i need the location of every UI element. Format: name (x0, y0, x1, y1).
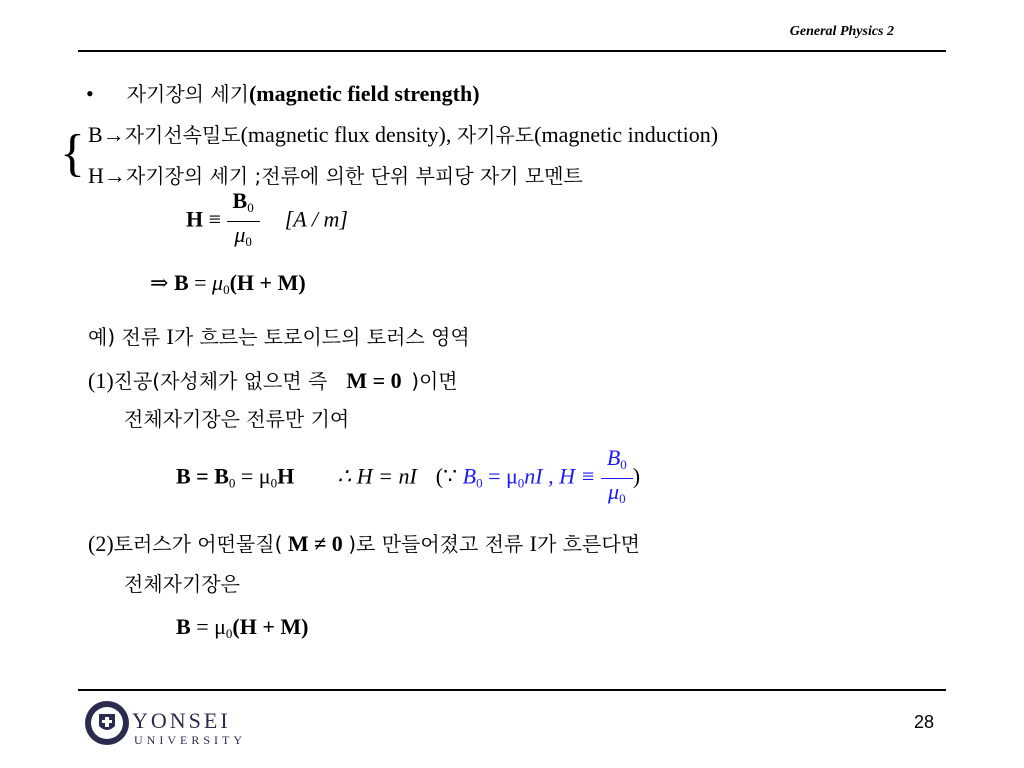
material-case-line (88, 530, 640, 558)
example-ko2: 가 흐르는 토로이드의 토러스 영역 (173, 325, 470, 349)
yonsei-emblem-icon (84, 700, 130, 746)
eq2-mu: μ (212, 270, 224, 295)
eq4-rest: (H + M) (232, 614, 309, 639)
b-symbol: B (88, 122, 103, 147)
example-line (88, 323, 470, 351)
logo-subtitle: UNIVERSITY (134, 733, 246, 747)
material-ko3: 가 흐른다면 (537, 532, 640, 556)
eq3-paren-close: ) (632, 463, 641, 489)
eq4-sub: 0 (225, 626, 233, 641)
equation-b-total (150, 270, 306, 298)
bullet-title-en: (magnetic field strength) (248, 81, 480, 106)
eq2-sub: 0 (223, 282, 230, 297)
eq3-therefore: ∴ H = nI (337, 463, 417, 489)
b-def-ko1: 자기선속밀도 (124, 123, 241, 147)
eq3-lhs: B = B (176, 463, 229, 489)
eq1-den-sub: 0 (245, 234, 252, 249)
top-rule (78, 50, 946, 52)
eq1-op: ≡ (208, 206, 222, 232)
eq4-b: B (176, 614, 191, 639)
b-def-ko2: 자기유도 (456, 123, 535, 147)
bullet-title (86, 80, 480, 108)
arrow-right-icon: → (103, 163, 126, 188)
page-number: 28 (913, 712, 934, 732)
eq1-fraction (227, 188, 260, 255)
material-eq: M ≠ 0 (287, 531, 343, 556)
material-prefix: (2) (88, 531, 114, 556)
eq3-h: H (277, 463, 295, 489)
eq3-blue-mid: = μ (482, 463, 518, 489)
bullet-symbol: • (86, 81, 94, 106)
eq1-num-sub: 0 (247, 200, 254, 215)
material-current-I: I (529, 531, 537, 556)
eq3-blue-rest: nI , H ≡ (524, 463, 596, 489)
eq3-frac-num: B (606, 445, 621, 470)
eq3-frac-num-sub: 0 (620, 457, 627, 472)
b-def-en1: (magnetic flux density), (240, 122, 457, 147)
eq4-eq: = μ (190, 614, 226, 639)
eq3-fraction (601, 445, 633, 512)
eq2-arrow: ⇒ (150, 270, 169, 295)
eq3-mid-sub: 0 (270, 475, 278, 491)
b-def-en2: (magnetic induction) (534, 122, 719, 147)
eq1-den: μ (234, 222, 246, 247)
example-current-I: I (166, 324, 174, 349)
definition-brace: { (60, 125, 85, 182)
b-definition-line (88, 121, 718, 149)
vacuum-case-line (88, 367, 458, 395)
eq3-paren-open: (∵ (435, 463, 463, 489)
h-def-ko: 자기장의 세기 ;전류에 의한 단위 부피당 자기 모멘트 (125, 164, 583, 188)
vacuum-eq: M = 0 (346, 368, 402, 393)
eq3-blue-b: B (462, 463, 477, 489)
equation-material-field (176, 614, 308, 642)
eq1-unit: [A / m] (284, 206, 348, 232)
h-definition-line (88, 162, 583, 190)
equation-vacuum-field (176, 445, 640, 512)
eq1-lhs: H (186, 206, 204, 232)
eq3-blue-mid-sub: 0 (517, 475, 525, 491)
vacuum-ko: 진공(자성체가 없으면 즉 (113, 369, 328, 393)
eq2-eq: = (194, 270, 207, 295)
material-line2: 전체자기장은 (124, 572, 240, 596)
equation-h-definition (186, 188, 348, 255)
material-ko1: 토러스가 어떤물질( (113, 532, 283, 556)
eq2-b: B (173, 270, 189, 295)
bullet-title-ko: 자기장의 세기 (126, 82, 249, 106)
eq2-rest: (H + M) (229, 270, 306, 295)
bottom-rule (78, 689, 946, 691)
eq1-num: B (232, 188, 248, 213)
arrow-right-icon: → (102, 122, 125, 147)
eq3-frac-den-sub: 0 (619, 491, 626, 506)
example-ko1: 예) 전류 (88, 325, 167, 349)
eq3-blue-sub: 0 (476, 475, 483, 491)
eq3-frac-den: μ (608, 479, 620, 504)
vacuum-prefix: (1) (88, 368, 114, 393)
h-symbol: H (88, 163, 104, 188)
vacuum-line2: 전체자기장은 전류만 기여 (124, 407, 350, 431)
vacuum-suffix: )이면 (411, 369, 458, 393)
eq3-mid: = μ (235, 463, 271, 489)
header-title: General Physics 2 (789, 24, 894, 39)
material-ko2: )로 만들어졌고 전류 (348, 532, 530, 556)
eq3-sub: 0 (228, 475, 236, 491)
logo-name: YONSEI (132, 708, 231, 733)
